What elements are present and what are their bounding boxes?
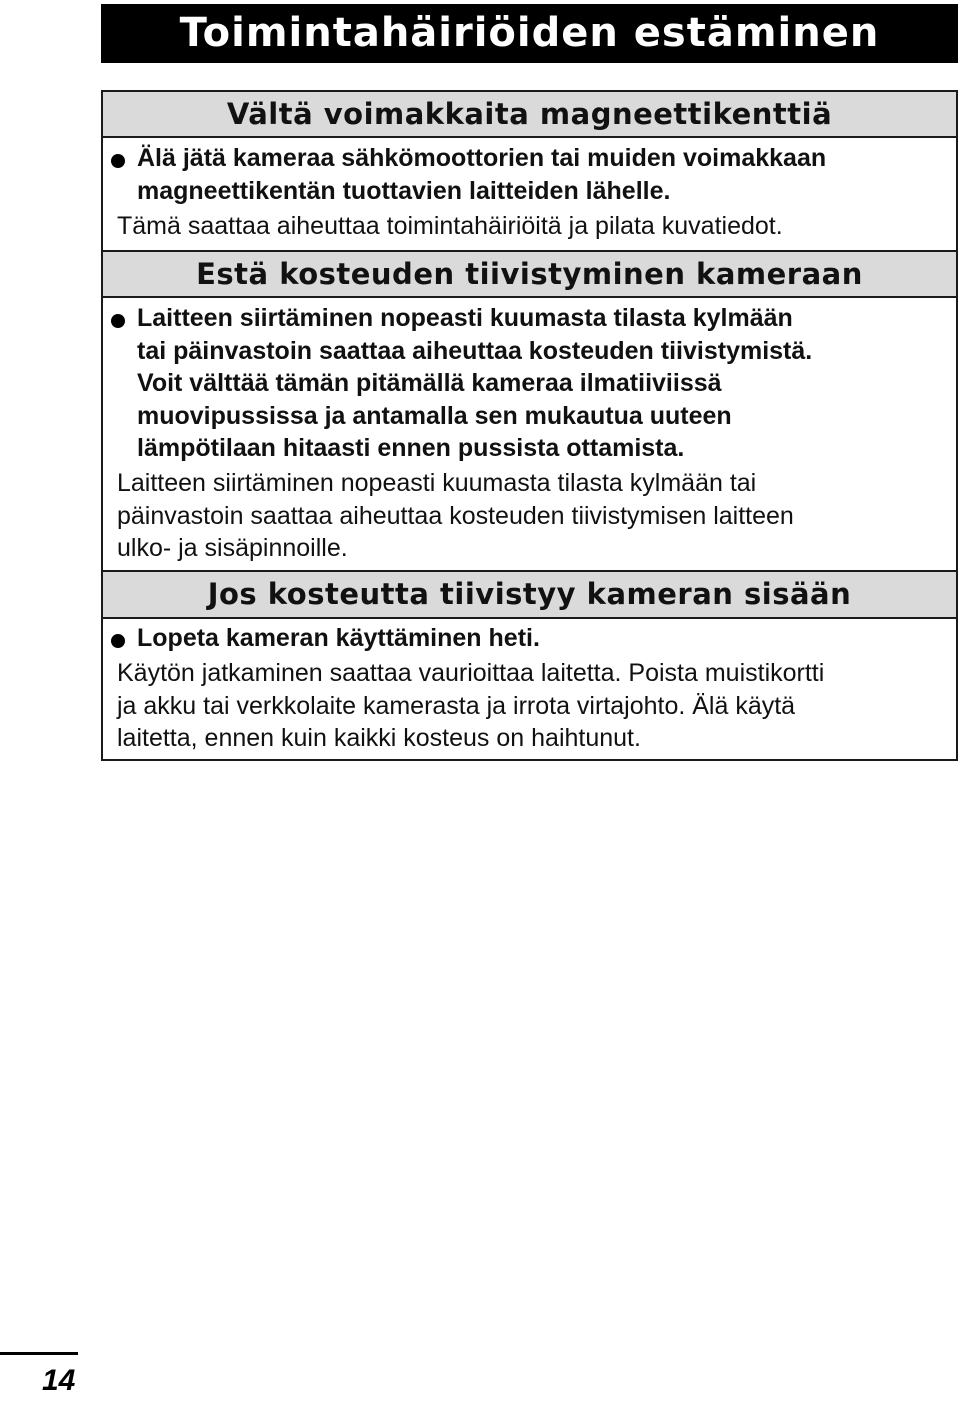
section-heading-magnetic-fields: Vältä voimakkaita magneettikenttiä	[103, 92, 956, 138]
content-box	[101, 90, 958, 761]
bullet-text: Älä jätä kameraa sähkömoottorien tai muiden voimakkaan magneettikentän tuottavien laitteiden lähelle.	[137, 144, 827, 205]
page-number: 14	[42, 1364, 76, 1397]
bullet-text: Lopeta kameran käyttäminen heti.	[137, 624, 540, 652]
page-title: Toimintahäiriöiden estäminen	[101, 4, 958, 63]
section-heading-inside-camera: Jos kosteutta tiivistyy kameran sisään	[103, 570, 956, 619]
body-text: Tämä saattaa aiheuttaa toimintahäiriöitä ja pilata kuvatiedot.	[117, 212, 783, 240]
page-number-rule	[0, 1352, 78, 1355]
section-heading-condensation: Estä kosteuden tiivistyminen kameraan	[103, 250, 956, 298]
bullet-dot-icon	[111, 634, 125, 648]
bullet-dot-icon	[111, 314, 125, 328]
body-text: Laitteen siirtäminen nopeasti kuumasta tilasta kylmään tai päinvastoin saattaa aiheuttaa kosteuden tiivistymisen laitteen ulko- ja sisäpinnoille.	[117, 469, 794, 562]
bullet-dot-icon	[111, 154, 125, 168]
bullet-text: Laitteen siirtäminen nopeasti kuumasta tilasta kylmään tai päinvastoin saattaa aiheuttaa kosteuden tiivistymistä. Voit välttää tämän pitämällä kameraa ilmatiiviissä muovipussissa ja antamalla sen mukautua uuteen lämpötilaan hitaasti ennen pussista ottamista.	[137, 304, 813, 462]
body-text: Käytön jatkaminen saattaa vaurioittaa laitetta. Poista muistikortti ja akku tai verkkolaite kamerasta ja irrota virtajohto. Älä käytä laitetta, ennen kuin kaikki kosteus on haihtunut.	[117, 659, 825, 752]
